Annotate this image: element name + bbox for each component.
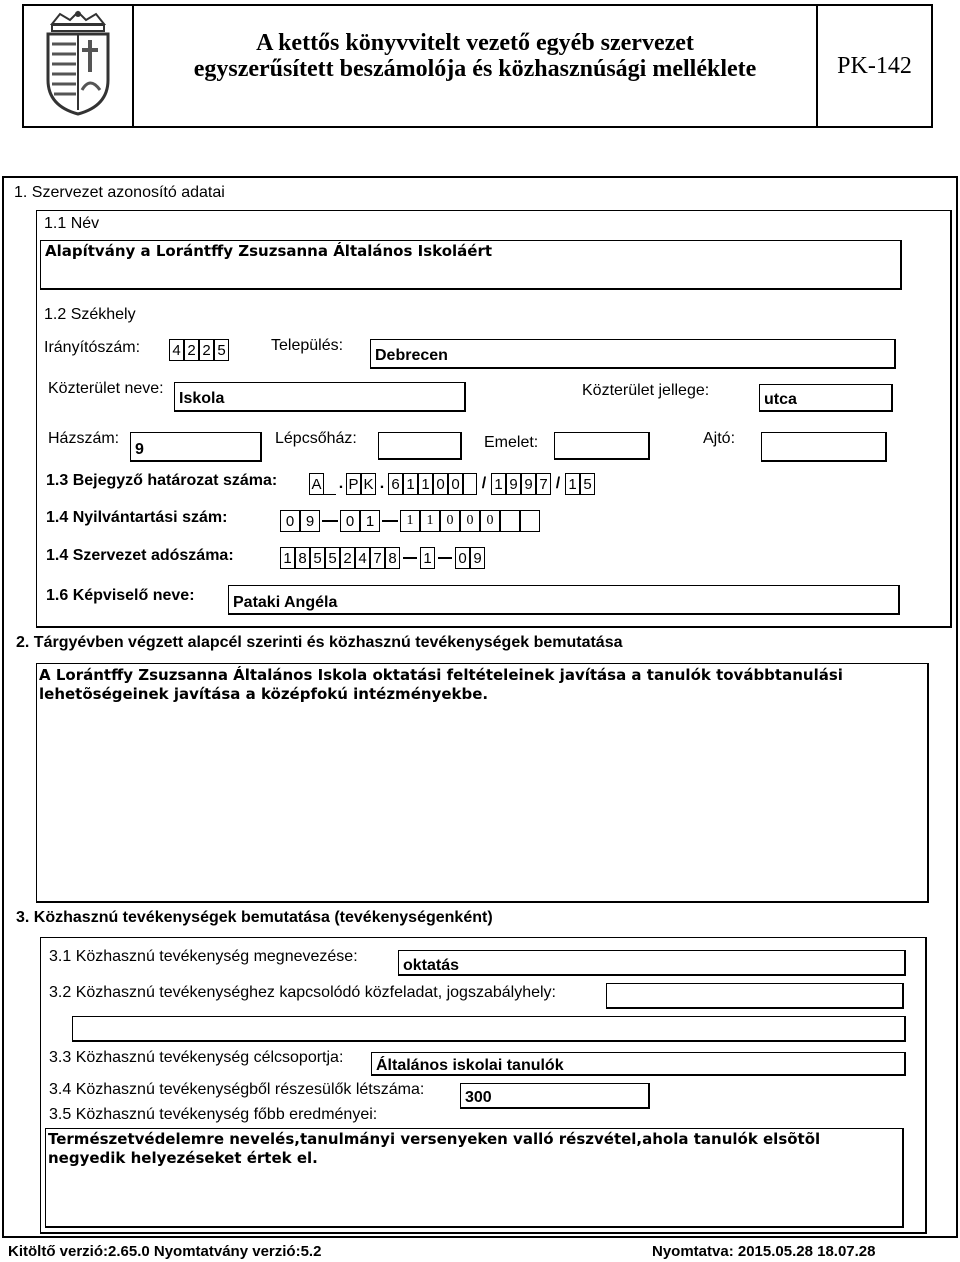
- digit-box: 1: [491, 473, 506, 495]
- form-header: [22, 4, 933, 128]
- digit-box: 9: [521, 473, 536, 495]
- street-type-label: Közterület jellege:: [582, 382, 710, 399]
- digit-box: 5: [325, 547, 340, 569]
- digit-box: 2: [184, 339, 199, 361]
- seat-label: 1.2 Székhely: [44, 306, 136, 323]
- digit-box: 1: [420, 547, 435, 569]
- activity-name-label: 3.1 Közhasznú tevékenység megnevezése:: [49, 948, 358, 965]
- city-field[interactable]: Debrecen: [370, 339, 896, 369]
- digit-box: 2: [199, 339, 214, 361]
- zip-digits[interactable]: [169, 339, 229, 361]
- dash: [322, 520, 338, 522]
- stair-field[interactable]: [378, 432, 462, 460]
- section2-title: 2. Tárgyévben végzett alapcél szerinti és közhasznú tevékenységek bemutatása: [16, 634, 623, 651]
- digit-box: 1: [280, 547, 295, 569]
- reg-label: 1.4 Nyilvántartási szám:: [46, 509, 228, 526]
- digit-box: 5: [214, 339, 229, 361]
- digit-box: 8: [295, 547, 310, 569]
- logo-cell: [24, 6, 134, 126]
- dash: [382, 520, 398, 522]
- results-label: 3.5 Közhasznú tevékenység főbb eredményei:: [49, 1106, 378, 1123]
- name-label: 1.1 Név: [44, 215, 100, 232]
- digit-box: 0: [455, 547, 470, 569]
- digit-box: 4: [169, 339, 184, 361]
- digit-box: 0: [340, 510, 360, 532]
- digit-box: 1: [418, 473, 433, 495]
- footer-version: Kitöltő verzió:2.65.0 Nyomtatvány verzió:5.2: [8, 1243, 322, 1260]
- target-group-field[interactable]: Általános iskolai tanulók: [371, 1052, 906, 1076]
- beneficiary-count-field[interactable]: 300: [460, 1083, 650, 1109]
- tax-digits[interactable]: [280, 547, 485, 569]
- digit-box: A: [309, 473, 324, 495]
- title-line-1: A kettős könyvvitelt vezető egyéb szervezet: [256, 30, 694, 56]
- dash: [438, 557, 452, 559]
- digit-box: 0: [480, 510, 500, 532]
- digit-box: 1: [420, 510, 440, 532]
- digit-box: K: [361, 473, 376, 495]
- rep-label: 1.6 Képviselő neve:: [46, 587, 195, 604]
- separator: .: [338, 475, 344, 492]
- public-task-field-2[interactable]: [72, 1016, 906, 1042]
- house-field[interactable]: 9: [130, 432, 262, 462]
- door-label: Ajtó:: [703, 430, 736, 447]
- digit-box: 4: [355, 547, 370, 569]
- name-field[interactable]: [40, 240, 902, 290]
- digit-box: 0: [280, 510, 300, 532]
- section2-textarea[interactable]: [36, 663, 929, 903]
- floor-field[interactable]: [554, 432, 650, 460]
- target-group-label: 3.3 Közhasznú tevékenység célcsoportja:: [49, 1049, 344, 1066]
- activity-name-field[interactable]: oktatás: [398, 950, 906, 976]
- digit-box: [324, 473, 336, 495]
- public-task-label: 3.2 Közhasznú tevékenységhez kapcsolódó közfeladat, jogszabályhely:: [49, 984, 556, 1001]
- zip-label: Irányítószám:: [44, 339, 141, 356]
- tax-label: 1.4 Szervezet adószáma:: [46, 547, 234, 564]
- digit-box: 0: [440, 510, 460, 532]
- footer-printed: Nyomtatva: 2015.05.28 18.07.28: [652, 1243, 876, 1260]
- title-line-2: egyszerűsített beszámolója és közhasznúsági melléklete: [193, 56, 757, 82]
- section3-title: 3. Közhasznú tevékenységek bemutatása (tevékenységenként): [16, 909, 493, 926]
- city-label: Település:: [271, 337, 344, 354]
- street-type-field[interactable]: utca: [759, 384, 893, 412]
- court-digits[interactable]: [309, 473, 595, 495]
- form-code: PK-142: [816, 6, 931, 126]
- floor-label: Emelet:: [484, 434, 539, 451]
- digit-box: 1: [400, 510, 420, 532]
- street-label: Közterület neve:: [48, 380, 164, 397]
- digit-box: 9: [470, 547, 485, 569]
- digit-box: 7: [370, 547, 385, 569]
- digit-box: 5: [310, 547, 325, 569]
- separator: .: [379, 475, 385, 492]
- digit-box: 2: [340, 547, 355, 569]
- digit-box: 7: [536, 473, 551, 495]
- house-label: Házszám:: [48, 430, 120, 447]
- results-text: Természetvédelemre nevelés,tanulmányi versenyeken valló részvétel,ahola tanulók elsõtõl negyedik helyezéseket értek el.: [48, 1130, 821, 1167]
- street-field[interactable]: Iskola: [174, 382, 466, 412]
- separator: /: [481, 475, 487, 492]
- court-label: 1.3 Bejegyző határozat száma:: [46, 472, 278, 489]
- stair-label: Lépcsőház:: [275, 430, 357, 447]
- rep-field[interactable]: Pataki Angéla: [228, 585, 900, 615]
- digit-box: [520, 510, 540, 532]
- digit-box: [500, 510, 520, 532]
- door-field[interactable]: [761, 432, 887, 462]
- section2-text: A Lorántffy Zsuzsanna Általános Iskola oktatási feltételeinek javítása a tanulók továbbtanulási lehetõségeinek javítása a középfokú intézményekbe.: [39, 666, 843, 703]
- digit-box: [463, 473, 477, 495]
- reg-digits[interactable]: [280, 510, 540, 532]
- dash: [403, 557, 417, 559]
- results-textarea[interactable]: [45, 1128, 904, 1228]
- digit-box: 0: [460, 510, 480, 532]
- digit-box: 0: [433, 473, 448, 495]
- hungarian-coat-of-arms-icon: [38, 10, 118, 118]
- digit-box: 1: [565, 473, 580, 495]
- digit-box: 6: [388, 473, 403, 495]
- separator: /: [555, 475, 561, 492]
- digit-box: 5: [580, 473, 595, 495]
- section1-title: 1. Szervezet azonosító adatai: [14, 184, 225, 201]
- beneficiary-count-label: 3.4 Közhasznú tevékenységből részesülők létszáma:: [49, 1081, 425, 1098]
- digit-box: 9: [300, 510, 320, 532]
- digit-box: 1: [360, 510, 380, 532]
- public-task-field[interactable]: [606, 983, 904, 1009]
- digit-box: 1: [403, 473, 418, 495]
- digit-box: 9: [506, 473, 521, 495]
- digit-box: 8: [385, 547, 400, 569]
- digit-box: 0: [448, 473, 463, 495]
- form-title: [136, 30, 814, 82]
- digit-box: P: [346, 473, 361, 495]
- name-value: Alapítvány a Lorántffy Zsuzsanna Általános Iskoláért: [45, 242, 493, 260]
